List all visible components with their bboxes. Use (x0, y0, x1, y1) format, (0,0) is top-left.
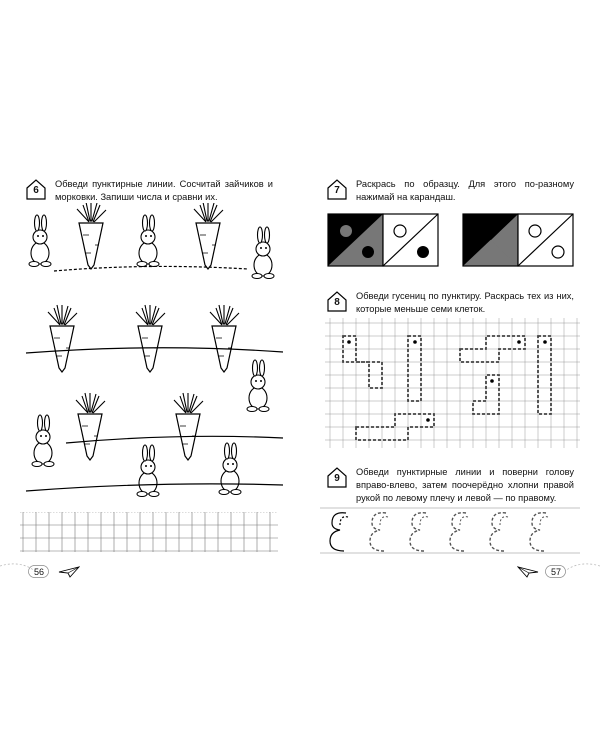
exercise-7-number: 7 (334, 185, 340, 196)
exercise-9-number: 9 (334, 473, 340, 484)
exercise-7-sample-tiles (326, 212, 576, 270)
paper-plane-icon-left (58, 566, 80, 578)
exercise-8-house-icon (326, 290, 348, 312)
exercise-6-illustration (18, 203, 288, 523)
exercise-7-house-icon (326, 178, 348, 200)
exercise-8-number: 8 (334, 297, 340, 308)
exercise-6-instruction: Обведи пунктирные линии. Сосчитай зайчиков и морковки. Запиши числа и сравни их. (55, 179, 273, 202)
paper-plane-icon-right (517, 566, 539, 578)
exercise-9-house-icon (326, 466, 348, 488)
exercise-8-instruction: Обведи гусениц по пунктиру. Раскрась тех из них, которые меньше семи клеток. (356, 291, 574, 314)
answer-grid-left[interactable] (20, 512, 278, 552)
exercise-6-house-icon (25, 178, 47, 200)
exercise-6-number: 6 (33, 185, 39, 196)
exercise-9-instruction: Обведи пунктирные линии и поверни голову вправо-влево, затем поочерёдно хлопни правой рукой по левому плечу и левой — по правому. (356, 467, 574, 503)
exercise-7-instruction: Раскрась по образцу. Для этого по-разному нажимай на карандаш. (356, 179, 574, 202)
page-number-right: 57 (550, 567, 561, 577)
page-number-badge-left (28, 565, 50, 579)
exercise-9-tracing-lines[interactable] (320, 505, 580, 557)
page-number-left: 56 (33, 567, 44, 577)
exercise-8-caterpillar-grid[interactable] (325, 318, 580, 448)
